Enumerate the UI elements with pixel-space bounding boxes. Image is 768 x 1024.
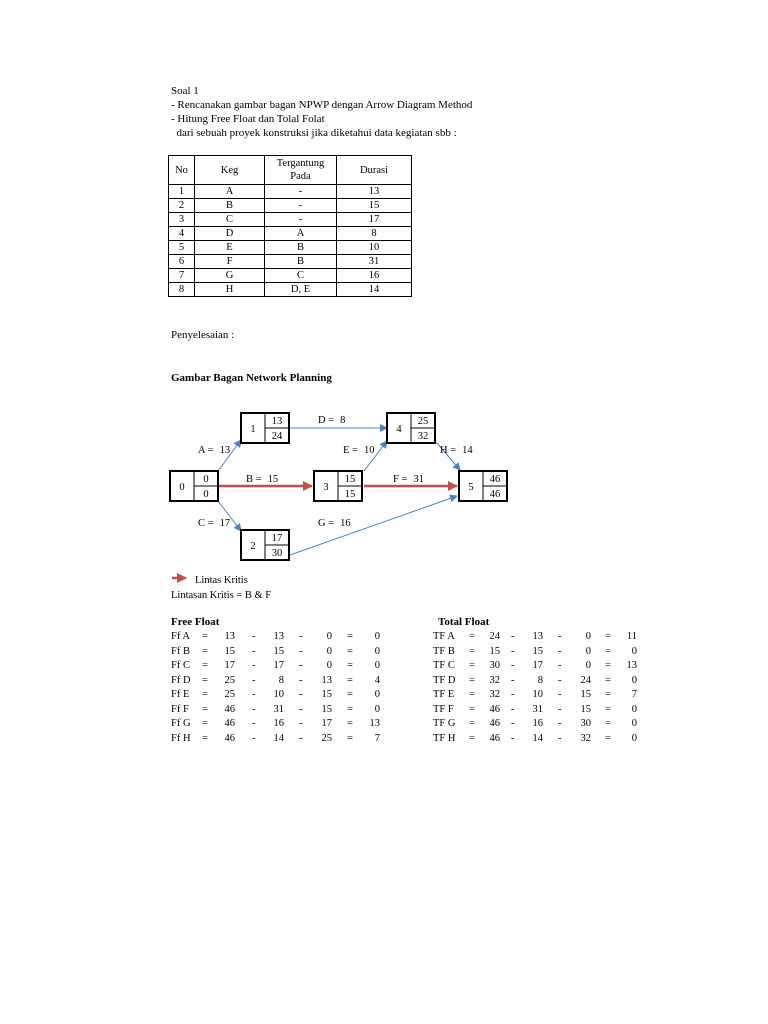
float-row: [171, 703, 386, 718]
operator: -: [558, 631, 562, 642]
header-keg: Keg: [195, 156, 265, 185]
float-a: 25: [224, 689, 235, 700]
node-0: [170, 471, 218, 501]
operator: =: [202, 732, 208, 744]
float-a: 32: [489, 689, 500, 700]
float-r: 13: [626, 660, 637, 671]
operator: =: [347, 645, 353, 657]
float-name: Ff C: [171, 660, 190, 671]
operator: -: [511, 718, 515, 729]
table-cell: F: [195, 255, 265, 269]
operator: -: [252, 732, 256, 744]
node-latest-time: 30: [271, 548, 283, 559]
float-c: 13: [321, 674, 332, 686]
float-row: [433, 674, 643, 689]
float-name: TF A: [433, 631, 455, 642]
header-tergantung: Tergantung Pada: [265, 156, 337, 185]
float-c: 15: [580, 703, 591, 715]
operator: =: [347, 689, 353, 700]
operator: =: [469, 718, 475, 729]
operator: =: [605, 703, 611, 715]
float-a: 24: [489, 631, 500, 642]
float-r: 0: [631, 718, 637, 729]
float-name: Ff B: [171, 645, 190, 657]
operator: =: [202, 645, 208, 657]
float-b: 31: [273, 703, 284, 715]
table-cell: 8: [337, 227, 412, 241]
table-cell: 1: [169, 185, 195, 199]
float-a: 25: [224, 674, 235, 686]
operator: -: [299, 674, 303, 686]
float-row: [433, 688, 643, 703]
legend-label: Lintas Kritis: [195, 575, 248, 586]
operator: =: [469, 645, 475, 657]
float-c: 0: [326, 645, 332, 657]
activity-label: E = 10: [343, 445, 375, 456]
operator: =: [202, 674, 208, 686]
node-earliest-time: 46: [489, 474, 501, 485]
operator: -: [299, 645, 303, 657]
float-row: [433, 717, 643, 732]
node-id: 2: [250, 541, 256, 552]
operator: -: [252, 718, 256, 729]
table-cell: 10: [337, 241, 412, 255]
operator: =: [347, 718, 353, 729]
float-b: 10: [532, 689, 543, 700]
instruction-line-3: dari sebuah proyek konstruksi jika diketahui data kegiatan sbb :: [171, 127, 457, 139]
operator: =: [347, 631, 353, 642]
operator: -: [558, 674, 562, 686]
operator: -: [511, 631, 515, 642]
operator: =: [202, 660, 208, 671]
float-name: Ff H: [171, 732, 191, 744]
operator: -: [299, 689, 303, 700]
float-b: 17: [273, 660, 284, 671]
float-b: 31: [532, 703, 543, 715]
float-c: 15: [321, 703, 332, 715]
float-name: TF G: [433, 718, 456, 729]
soal-title: Soal 1: [171, 85, 199, 97]
node-latest-time: 32: [417, 431, 429, 442]
operator: =: [605, 718, 611, 729]
operator: =: [605, 645, 611, 657]
table-cell: 16: [337, 269, 412, 283]
operator: =: [605, 674, 611, 686]
float-name: Ff D: [171, 674, 191, 686]
float-r: 0: [374, 631, 380, 642]
float-r: 0: [631, 645, 637, 657]
operator: =: [202, 718, 208, 729]
operator: -: [299, 703, 303, 715]
float-a: 32: [489, 674, 500, 686]
operator: =: [605, 689, 611, 700]
float-row: [171, 674, 386, 689]
float-c: 0: [585, 660, 591, 671]
float-row: [433, 630, 643, 645]
float-row: [171, 659, 386, 674]
float-row: [171, 630, 386, 645]
node-2: [241, 530, 289, 560]
float-b: 8: [537, 674, 543, 686]
float-c: 17: [321, 718, 332, 729]
table-cell: C: [195, 213, 265, 227]
float-c: 25: [321, 732, 332, 744]
node-earliest-time: 15: [344, 474, 356, 485]
operator: -: [252, 689, 256, 700]
node-id: 3: [323, 482, 329, 493]
operator: =: [605, 732, 611, 744]
critical-path-text: Lintasan Kritis = B & F: [171, 590, 272, 601]
operator: -: [558, 703, 562, 715]
operator: =: [202, 631, 208, 642]
operator: =: [469, 703, 475, 715]
table-cell: 2: [169, 199, 195, 213]
activity-label: B = 15: [246, 474, 279, 485]
float-a: 30: [489, 660, 500, 671]
node-3: [314, 471, 362, 501]
float-r: 7: [631, 689, 637, 700]
operator: =: [347, 703, 353, 715]
table-cell: 13: [337, 185, 412, 199]
activity-label: C = 17: [198, 518, 231, 529]
instruction-line-1: - Rencanakan gambar bagan NPWP dengan Arrow Diagram Method: [171, 99, 473, 111]
float-c: 32: [580, 732, 591, 744]
operator: =: [469, 732, 475, 744]
operator: -: [511, 660, 515, 671]
activity-label: G = 16: [318, 518, 351, 529]
operator: -: [299, 631, 303, 642]
float-name: TF E: [433, 689, 455, 700]
node-latest-time: 46: [489, 489, 501, 500]
operator: -: [511, 732, 515, 744]
float-a: 46: [224, 703, 235, 715]
float-b: 17: [532, 660, 543, 671]
table-cell: 3: [169, 213, 195, 227]
operator: =: [469, 631, 475, 642]
operator: =: [202, 703, 208, 715]
table-cell: 31: [337, 255, 412, 269]
node-earliest-time: 13: [271, 416, 283, 427]
free-float-title: Free Float: [171, 616, 220, 628]
node-latest-time: 0: [203, 489, 209, 500]
float-a: 46: [224, 732, 235, 744]
float-b: 13: [532, 631, 543, 642]
float-b: 13: [273, 631, 284, 642]
table-cell: H: [195, 283, 265, 297]
operator: =: [605, 660, 611, 671]
float-name: TF C: [433, 660, 455, 671]
operator: =: [347, 660, 353, 671]
node-5: [459, 471, 507, 501]
operator: -: [511, 645, 515, 657]
table-cell: 14: [337, 283, 412, 297]
float-c: 15: [580, 689, 591, 700]
float-c: 30: [580, 718, 591, 729]
table-cell: B: [265, 241, 337, 255]
free-float-block: [171, 630, 386, 746]
float-a: 46: [489, 718, 500, 729]
penyelesaian-label: Penyelesaian :: [171, 329, 235, 341]
table-cell: 8: [169, 283, 195, 297]
operator: -: [299, 732, 303, 744]
table-cell: 17: [337, 213, 412, 227]
table-cell: B: [195, 199, 265, 213]
node-earliest-time: 0: [203, 474, 209, 485]
operator: -: [511, 703, 515, 715]
operator: -: [558, 718, 562, 729]
table-cell: 15: [337, 199, 412, 213]
table-cell: 6: [169, 255, 195, 269]
instruction-line-2: - Hitung Free Float dan Tolal Folat: [171, 113, 325, 125]
operator: =: [347, 732, 353, 744]
operator: =: [202, 689, 208, 700]
float-r: 4: [374, 674, 380, 686]
header-durasi: Durasi: [337, 156, 412, 185]
float-b: 14: [273, 732, 284, 744]
float-c: 0: [326, 660, 332, 671]
float-c: 0: [326, 631, 332, 642]
float-r: 0: [374, 660, 380, 671]
float-name: Ff E: [171, 689, 190, 700]
float-row: [433, 703, 643, 718]
float-row: [433, 732, 643, 747]
float-c: 0: [585, 631, 591, 642]
float-b: 15: [532, 645, 543, 657]
float-r: 13: [369, 718, 380, 729]
operator: =: [347, 674, 353, 686]
operator: -: [252, 674, 256, 686]
float-name: Ff F: [171, 703, 189, 715]
table-cell: G: [195, 269, 265, 283]
table-cell: 5: [169, 241, 195, 255]
operator: -: [252, 660, 256, 671]
node-4: [387, 413, 435, 443]
operator: -: [558, 645, 562, 657]
table-cell: D, E: [265, 283, 337, 297]
operator: -: [511, 689, 515, 700]
float-a: 17: [224, 660, 235, 671]
node-latest-time: 15: [344, 489, 356, 500]
diagram-title: Gambar Bagan Network Planning: [171, 372, 332, 384]
table-cell: C: [265, 269, 337, 283]
float-name: TF D: [433, 674, 456, 686]
float-r: 0: [374, 703, 380, 715]
float-r: 0: [631, 732, 637, 744]
float-row: [171, 717, 386, 732]
operator: =: [469, 689, 475, 700]
operator: -: [299, 660, 303, 671]
float-name: TF B: [433, 645, 455, 657]
node-id: 5: [468, 482, 474, 493]
table-cell: E: [195, 241, 265, 255]
header-no: No: [169, 156, 195, 185]
float-row: [171, 645, 386, 660]
float-a: 46: [489, 732, 500, 744]
operator: -: [299, 718, 303, 729]
total-float-block: [433, 630, 643, 746]
operator: -: [511, 674, 515, 686]
operator: -: [558, 732, 562, 744]
node-id: 1: [250, 424, 256, 435]
float-b: 10: [273, 689, 284, 700]
float-r: 0: [374, 645, 380, 657]
float-a: 15: [224, 645, 235, 657]
float-name: TF F: [433, 703, 454, 715]
activity-label: F = 31: [393, 474, 424, 485]
operator: =: [605, 631, 611, 642]
float-b: 15: [273, 645, 284, 657]
activity-label: H = 14: [440, 445, 473, 456]
table-cell: B: [265, 255, 337, 269]
table-cell: 7: [169, 269, 195, 283]
table-cell: -: [265, 199, 337, 213]
table-cell: -: [265, 213, 337, 227]
float-c: 24: [580, 674, 591, 686]
float-r: 11: [626, 631, 637, 642]
float-name: TF H: [433, 732, 456, 744]
table-cell: A: [195, 185, 265, 199]
operator: -: [558, 660, 562, 671]
table-cell: A: [265, 227, 337, 241]
float-name: Ff A: [171, 631, 190, 642]
operator: -: [558, 689, 562, 700]
float-a: 13: [224, 631, 235, 642]
float-r: 7: [374, 732, 380, 744]
operator: -: [252, 631, 256, 642]
node-earliest-time: 17: [271, 533, 283, 544]
float-r: 0: [374, 689, 380, 700]
float-b: 14: [532, 732, 543, 744]
table-cell: D: [195, 227, 265, 241]
node-id: 4: [396, 424, 402, 435]
table-cell: 4: [169, 227, 195, 241]
operator: =: [469, 660, 475, 671]
float-b: 16: [273, 718, 284, 729]
float-row: [433, 659, 643, 674]
float-row: [171, 688, 386, 703]
operator: -: [252, 703, 256, 715]
float-a: 46: [224, 718, 235, 729]
float-b: 8: [278, 674, 284, 686]
activity-label: A = 13: [198, 445, 231, 456]
operator: =: [469, 674, 475, 686]
node-latest-time: 24: [271, 431, 283, 442]
operator: -: [252, 645, 256, 657]
float-c: 15: [321, 689, 332, 700]
total-float-title: Total Float: [438, 616, 490, 628]
node-id: 0: [179, 482, 185, 493]
float-b: 16: [532, 718, 543, 729]
float-row: [171, 732, 386, 747]
float-a: 46: [489, 703, 500, 715]
float-name: Ff G: [171, 718, 191, 729]
float-row: [433, 645, 643, 660]
float-c: 0: [585, 645, 591, 657]
node-earliest-time: 25: [417, 416, 429, 427]
arrow-g: [290, 496, 457, 555]
float-r: 0: [631, 674, 637, 686]
float-r: 0: [631, 703, 637, 715]
activity-label: D = 8: [318, 415, 346, 426]
table-cell: -: [265, 185, 337, 199]
node-1: [241, 413, 289, 443]
float-a: 15: [489, 645, 500, 657]
